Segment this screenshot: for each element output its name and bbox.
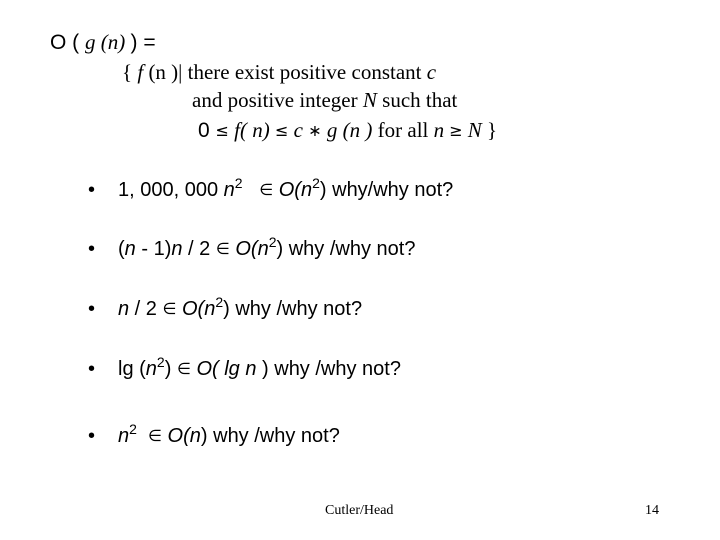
zero: 0 xyxy=(198,119,216,142)
big-o-symbol: O xyxy=(50,31,67,54)
paren-close: ) xyxy=(130,31,138,54)
element-of-symbol: ∈ xyxy=(162,299,177,318)
exponent: 2 xyxy=(215,294,224,310)
definition-line-2 xyxy=(122,60,436,84)
bullet-marker: • xyxy=(88,238,96,260)
paren-close: ) xyxy=(256,358,269,380)
exponent: 2 xyxy=(234,175,243,191)
variable-n: n xyxy=(300,179,313,201)
bullet-marker: • xyxy=(88,358,96,380)
variable-n: n xyxy=(145,358,157,380)
list-item xyxy=(88,423,340,450)
big-o-symbol: O( xyxy=(167,425,190,447)
g-of-n: g (n ) xyxy=(321,118,378,142)
element-of-symbol: ∈ xyxy=(148,426,162,445)
g-function: g xyxy=(85,30,96,54)
variable-n: n xyxy=(245,358,257,380)
question-text: why /why not? xyxy=(283,238,416,260)
variable-n: n xyxy=(118,425,130,447)
f-function: f xyxy=(137,60,144,84)
question-text: why /why not? xyxy=(229,298,363,320)
list-item xyxy=(88,177,453,204)
variable-n: n xyxy=(124,238,136,260)
expression-lhs: 1, 000, 000 xyxy=(118,179,224,201)
definition-line-1 xyxy=(50,30,156,55)
list-item xyxy=(88,296,362,323)
element-of-symbol: ∈ xyxy=(259,180,274,199)
equals-sign: = xyxy=(137,31,156,54)
bullet-marker: • xyxy=(88,425,96,447)
paren-close: ) xyxy=(276,238,284,260)
paren-close: ) xyxy=(164,358,177,380)
list-item xyxy=(88,356,401,383)
element-of-symbol: ∈ xyxy=(176,359,191,378)
variable-n: n xyxy=(171,238,183,260)
paren-open: ( xyxy=(118,238,125,260)
expression-lhs: - 1) xyxy=(135,238,172,260)
exponent: 2 xyxy=(268,234,277,250)
greater-equal-symbol: ≥ xyxy=(444,121,468,140)
constant-c: c xyxy=(426,60,437,84)
definition-text-3: and positive integer xyxy=(192,88,363,112)
brace-open: { xyxy=(122,60,138,84)
paren-close: ) xyxy=(223,298,230,320)
times-symbol: ∗ xyxy=(308,121,322,140)
question-text: why /why not? xyxy=(207,425,340,447)
less-equal-symbol: ≤ xyxy=(275,121,289,140)
big-o-symbol: O( xyxy=(235,238,258,260)
element-of-symbol: ∈ xyxy=(215,239,230,258)
page-number: 14 xyxy=(645,503,659,518)
definition-text-2: (n )| there exist positive constant xyxy=(143,60,427,84)
big-o-symbol: O( xyxy=(278,179,301,201)
footer-author: Cutler/Head xyxy=(325,503,394,518)
definition-line-4 xyxy=(198,118,497,144)
paren-close: ) xyxy=(319,179,327,201)
expression-lhs-tail: / 2 xyxy=(129,298,163,320)
definition-line-3 xyxy=(192,88,457,112)
paren-close: ) xyxy=(200,425,208,447)
variable-n: n xyxy=(204,298,216,320)
definition-text-3-tail: such that xyxy=(376,88,458,112)
variable-n: n xyxy=(257,238,269,260)
integer-N: N xyxy=(362,88,377,112)
less-equal-symbol: ≤ xyxy=(215,121,229,140)
brace-close: } xyxy=(481,118,498,142)
question-text: why /why not? xyxy=(268,358,401,380)
big-o-symbol: O( xyxy=(181,298,205,320)
n-argument: (n) xyxy=(95,30,131,54)
bullet-marker: • xyxy=(88,179,96,201)
question-text: why/why not? xyxy=(326,179,454,201)
variable-n: n xyxy=(118,298,130,320)
bullet-marker: • xyxy=(88,298,96,320)
exponent: 2 xyxy=(129,421,137,437)
big-o-symbol: O( lg xyxy=(196,358,246,380)
expression-lhs-tail: / 2 xyxy=(182,238,216,260)
variable-n: n xyxy=(433,118,445,142)
f-of-n: f( n) xyxy=(228,118,275,142)
exponent: 2 xyxy=(312,175,320,191)
integer-N: N xyxy=(467,118,482,142)
list-item xyxy=(88,236,415,263)
variable-n: n xyxy=(223,179,235,201)
exponent: 2 xyxy=(156,354,165,370)
variable-n: n xyxy=(189,425,201,447)
expression-lhs: lg ( xyxy=(118,358,146,380)
constant-c: c xyxy=(288,118,309,142)
paren-open: ( xyxy=(66,31,86,54)
for-all-text: for all xyxy=(377,118,434,142)
